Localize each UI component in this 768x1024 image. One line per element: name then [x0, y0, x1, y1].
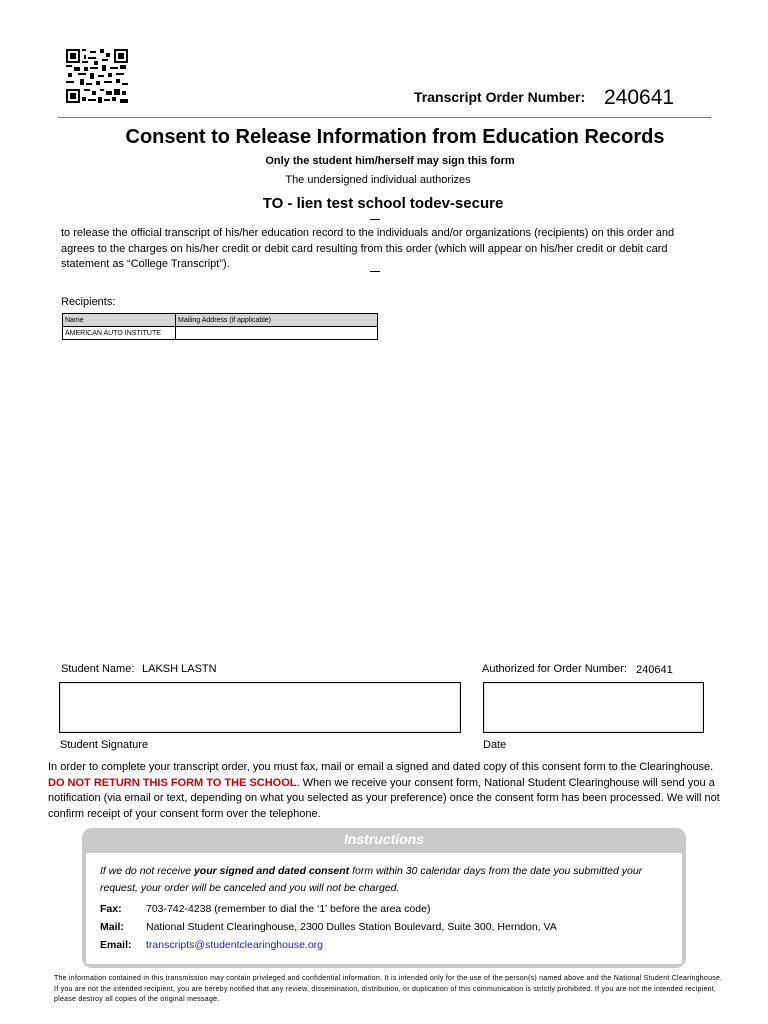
divider-dash: [370, 219, 380, 220]
authorizes-text: The undersigned individual authorizes: [285, 174, 471, 186]
signature-label: Student Signature: [60, 739, 149, 751]
do-not-return-warning: DO NOT RETURN THIS FORM TO THE SCHOOL: [48, 776, 297, 789]
release-text: to release the official transcript of his/her education record to the individuals and/or organizations (recipients) on this order and agrees to the charges on his/her credit or debit card resulting from this order (which will appear on his/her credit or debit card statement as “College Transcript”).: [61, 227, 675, 270]
student-name-label: Student Name:: [61, 663, 135, 675]
header-divider: [58, 117, 711, 118]
school-name-line: TO - lien test school todev-secure: [262, 195, 504, 212]
confidentiality-disclaimer: The information contained in this transmission may contain privileged and confidential information. It is intended only for the use of the person(s) named above and the National Student Clearinghouse. If you are not the intended recipient, you are hereby notified that any review, dissemination, distribution, or duplication of this communication is strictly prohibited. If you are not the intended recipient, please destroy all copies of the original message.: [54, 975, 723, 1003]
instructions-panel: [82, 828, 686, 968]
order-info-paragraph: [48, 760, 738, 822]
recipient-address-cell: [176, 327, 378, 340]
table-header-row: [63, 314, 378, 327]
instructions-text: [100, 863, 670, 897]
order-info-rest: . When we receive your consent form, National Student Clearinghouse will send you a notification (via email or text, depending on what you selected as your preference) once the consent form has been processed. We will not confirm receipt of your consent form over the telephone.: [48, 776, 720, 820]
date-label: Date: [483, 739, 507, 751]
email-link[interactable]: transcripts@studentclearinghouse.org: [146, 939, 324, 951]
mail-label: Mail:: [100, 921, 124, 933]
divider-dash: [370, 271, 380, 272]
recipients-label: Recipients:: [61, 296, 116, 308]
table-row: [63, 327, 378, 340]
instructions-text-a: If we do not receive: [100, 865, 194, 877]
column-header-name: Name: [63, 314, 176, 327]
email-label: Email:: [100, 939, 132, 951]
page-title: Consent to Release Information from Education Records: [125, 126, 665, 148]
order-info-intro: In order to complete your transcript order, you must fax, mail or email a signed and dated copy of this consent form to the Clearinghouse.: [48, 761, 714, 773]
qr-code-icon: [66, 49, 128, 103]
transcript-order-number: 240641: [604, 86, 675, 109]
mail-value: National Student Clearinghouse, 2300 Dulles Station Boulevard, Suite 300, Herndon, VA: [146, 921, 557, 933]
instructions-body: [86, 853, 682, 964]
signature-box[interactable]: [59, 682, 461, 733]
student-name-value: LAKSH LASTN: [142, 663, 217, 675]
recipient-name-cell: AMERICAN AUTO INSTITUTE: [63, 327, 176, 340]
instructions-text-bold: your signed and dated consent: [193, 865, 350, 877]
instructions-text-b: form within 30 calendar days from the date you submitted your request, your order will be canceled and you will not be charged.: [100, 865, 643, 894]
page-subtitle: Only the student him/herself may sign this form: [265, 155, 515, 167]
recipients-table: [62, 313, 378, 340]
column-header-address: Mailing Address (if applicable): [176, 314, 378, 327]
transcript-order-number-label: Transcript Order Number:: [414, 89, 586, 105]
fax-value: 703-742-4238 (remember to dial the ‘1’ before the area code): [146, 903, 431, 915]
authorized-order-number: 240641: [636, 664, 673, 676]
date-box[interactable]: [483, 682, 704, 733]
instructions-title: Instructions: [343, 831, 425, 847]
fax-label: Fax:: [100, 903, 122, 915]
authorized-order-label: Authorized for Order Number:: [482, 663, 627, 675]
